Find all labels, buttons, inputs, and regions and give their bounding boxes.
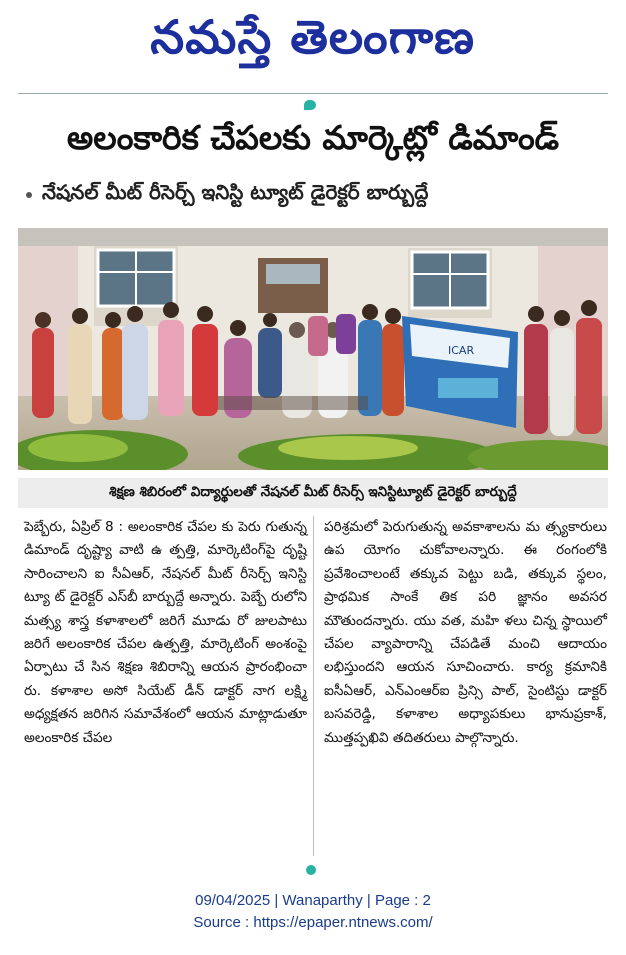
newspaper-title: నమస్తే తెలంగాణ — [150, 10, 476, 64]
article-subheadline — [26, 180, 606, 209]
article-photo — [18, 228, 608, 470]
article-end-marker-icon — [306, 865, 316, 875]
subheadline-text: నేషనల్ మీట్ రీసెర్చ్ ఇనిస్టి ట్యూట్ డైరెక్టర్ బార్బుద్దే — [42, 180, 429, 204]
footer-source[interactable]: Source : https://epaper.ntnews.com/ — [193, 914, 433, 931]
banner-text: ICAR — [448, 344, 475, 357]
photo-caption: శిక్షణ శిబిరంలో విద్యార్థులతో నేషనల్ మీట్ రీసెర్స్ ఇనిస్టిట్యూట్ డైరెక్టర్ బార్బుద్దే — [18, 478, 608, 508]
masthead — [0, 0, 626, 86]
column-divider — [313, 516, 314, 856]
footer-meta: 09/04/2025 | Wanaparthy | Page : 2 — [195, 892, 431, 909]
masthead-divider — [18, 93, 608, 94]
article-body-right-column: పరిశ్రమలో పెరుగుతున్న అవకాశాలను మ త్స్యకారులు ఉప యోగం చుకోవాలన్నారు. ఈ రంగంలోకి ప్రవేశించాలంటే తక్కువ పెట్టు బడి, తక్కువ స్థలం, ప్రాథమిక సాంకే తిక పరి జ్ఞానం అవసర మౌతుందన్నారు. యు వత, మహి ళలు చిన్న స్థాయిలో చేపల వ్యాపారాన్ని చేపడితే మంచి ఆదాయం లభిస్తుందని ఆయన సూచించారు. కార్య క్రమానికి ఐసీఏఆర్, ఎన్‌ఎంఆర్ఐ ప్రిన్సి పాల్, సైంటిస్టు డాక్టర్ బసవరెడ్డి, కళాశాల అధ్యాపకులు భానుప్రకాశ్, ముత్తప్పఖివి తదితరులు పాల్గొన్నారు. — [324, 519, 607, 746]
footer — [0, 890, 626, 934]
bullet-icon — [26, 192, 32, 198]
article-body-left-column: పెబ్బేరు, ఏప్రిల్ 8 : అలంకారిక చేపల కు పెరు గుతున్న డిమాండ్ దృష్ట్యా వాటి ఉ త్పత్తి, మార్కెటింగ్‌పై దృష్టి సారించాలని ఐ సీఏఆర్, నేషనల్ మీట్ రీసెర్చ్ ఇనిస్టి ట్యూ ట్ డైరెక్టర్ ఎస్‌బీ బార్బుద్దే అన్నారు. పెబ్బే రులోని మత్స్య శాస్త్ర కళాశాలలో జరిగే మూడు రో జులపాటు జరిగే అలంకారిక చేపల ఉత్పత్తి, మార్కెటింగ్ అంశంపై ఏర్పాటు చే సిన శిక్షణ శిబిరాన్ని ఆయన ప్రారంభించా రు. కళాశాల అసో సియేట్ డీన్ డాక్టర్ నాగ లక్ష్మి అధ్యక్షతన జరిగిన సమావేశంలో ఆయన మాట్లాడుతూ అలంకారిక చేపల — [24, 519, 307, 746]
article-headline: అలంకారిక చేపలకు మార్కెట్లో డిమాండ్ — [66, 118, 560, 157]
section-marker-icon — [304, 100, 316, 110]
